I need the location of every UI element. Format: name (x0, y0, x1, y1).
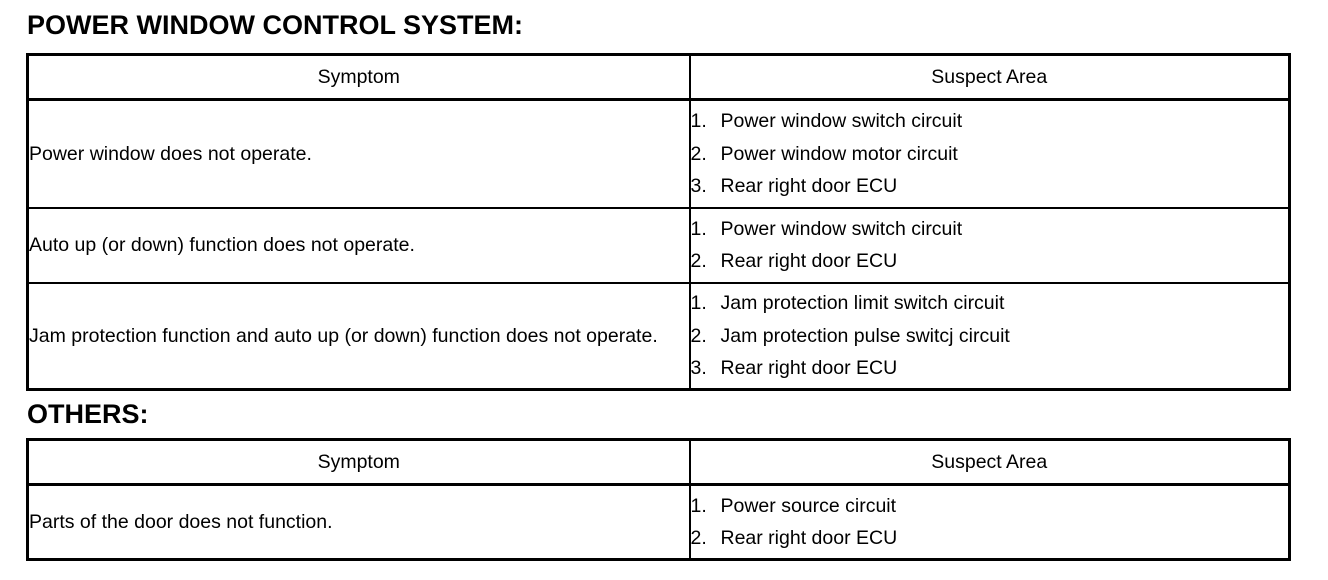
symptom-column-header: Symptom (28, 440, 690, 485)
suspect-item: 2. Jam protection pulse switcj circuit (690, 324, 1010, 347)
table-row (28, 100, 1290, 208)
suspect-area-column-header: Suspect Area (690, 55, 1290, 100)
suspect-item: 3. Rear right door ECU (690, 357, 898, 379)
suspect-area-cell (690, 100, 1290, 208)
section-title-others: OTHERS: (27, 399, 149, 429)
table-row (28, 283, 1290, 390)
symptom-cell: Parts of the door does not function. (28, 485, 690, 560)
symptom-cell: Jam protection function and auto up (or down) function does not operate. (28, 283, 690, 390)
power-window-symptom-table (26, 53, 1291, 391)
suspect-item: 3. Rear right door ECU (690, 175, 898, 197)
suspect-area-cell (690, 208, 1290, 283)
suspect-item: 2. Power window motor circuit (690, 142, 958, 165)
suspect-area-cell (690, 283, 1290, 390)
suspect-item: 1. Jam protection limit switch circuit (690, 292, 1005, 314)
suspect-item: 2. Rear right door ECU (690, 527, 898, 549)
symptom-cell: Auto up (or down) function does not operate. (28, 208, 690, 283)
others-symptom-table (26, 438, 1291, 561)
suspect-item: 1. Power source circuit (690, 494, 897, 517)
table-header-row (28, 55, 1290, 100)
symptom-cell: Power window does not operate. (28, 100, 690, 208)
suspect-area-column-header: Suspect Area (690, 440, 1290, 485)
table-row (28, 208, 1290, 283)
section-title-power-window: POWER WINDOW CONTROL SYSTEM: (27, 10, 523, 40)
suspect-item: 2. Rear right door ECU (690, 250, 898, 272)
table-header-row (28, 440, 1290, 485)
suspect-item: 1. Power window switch circuit (690, 217, 963, 240)
suspect-item: 1. Power window switch circuit (690, 110, 963, 132)
suspect-area-cell (690, 485, 1290, 560)
table-row (28, 485, 1290, 560)
symptom-column-header: Symptom (28, 55, 690, 100)
